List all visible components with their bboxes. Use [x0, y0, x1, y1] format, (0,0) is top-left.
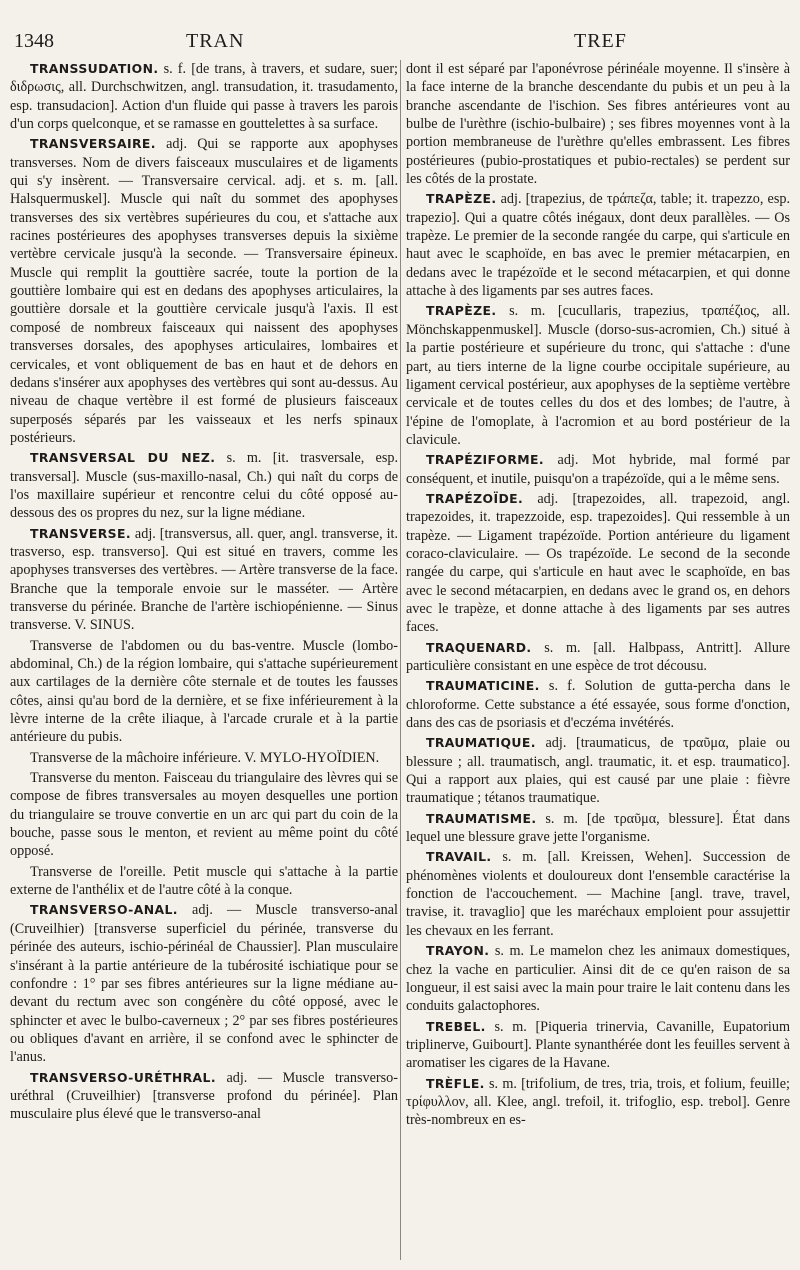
entry-headword: TRAYON.: [426, 943, 490, 959]
entry-travail: [406, 848, 790, 940]
entry-transversaire: [10, 135, 398, 447]
entry-transverse: [10, 525, 398, 635]
left-running-title: TRAN: [186, 30, 245, 52]
entry-body: s. f. [de trans, à travers, et sudare, suer; διδρωσις, all. Durchschwitzen, angl. transudation, it. trasudamento, esp. transudacion]. Action d'un fluide qui passe à travers les parois d'un corps quelconque, et se ramasse en gouttelettes à sa surface.: [10, 61, 398, 133]
entry-traumatique: [406, 734, 790, 807]
entry-headword: TRANSVERSE.: [30, 525, 131, 541]
entry-headword: TRAUMATISME.: [426, 810, 537, 826]
entry-body: adj. [transversus, all. quer, angl. transverse, it. trasverso, esp. transverso]. Qui est situé en travers, comme les apophyses transverses des vertèbres. — Artère transverse de la face. Branche que la temporale envoie sur le masséter. — Artère transverse du périnée. Branche de l'artère ischiopénienne. — Sinus transverse. V. SINUS.: [10, 525, 398, 634]
entry-transverso-urethral: [10, 1069, 398, 1124]
entry-body: dont il est séparé par l'aponévrose périnéale moyenne. Il s'insère à la face interne de la branche descendante du pubis et un peu à la branche ascendante de l'ischion. Ses fibres antérieures vont au bulbe de l'urèthre (ischio-bulbaire) ; ses fibres moyennes vont à la portion membraneuse de l'urèthre qu'elles embrassent. Les fibres postérieures (pubio-prostatiques et pubio-rectales) se perdent sur les côtés de la prostate.: [406, 61, 790, 188]
entry-trapeze-adj: [406, 190, 790, 300]
entry-body: s. m. [de τραῦμα, blessure]. État dans lequel une blessure grave jette l'organisme.: [406, 810, 790, 846]
entry-body: Transverse du menton. Faisceau du triangulaire des lèvres qui se compose de fibres transversales au moyen desquelles une portion du triangulaire se trouve convertie en un arc qui part du coin de la bouche, passe sous le menton, et revient au même point du côté opposé.: [10, 770, 398, 860]
subentry-transverse-oreille: [10, 863, 398, 900]
running-header: [0, 30, 800, 58]
entry-continuation: [406, 60, 790, 188]
right-column: [406, 60, 790, 1266]
entry-headword: TRAUMATICINE.: [426, 678, 540, 694]
entry-traumaticine: [406, 677, 790, 732]
entry-body: adj. Qui se rapporte aux apophyses transverses. Nom de divers faisceaux musculaires et de ligaments qui s'y insèrent. — Transversaire cervical. adj. et s. m. [all. Halsquermuskel]. Muscle qui naît du sommet des apophyses transverses des six vertèbres supérieures du cou, et s'attache aux racines postérieures des apophyses transverses depuis la sixième vertèbre cervicale jusqu'à la seconde. — Transversaire épineux. Muscle qui remplit la gouttière sacrée, toute la portion de la gouttière lombaire qui est en dedans des apophyses articulaires, la gouttière dorsale et la gouttière cervicale jusqu'à l'axis. Il est composé de nombreux faisceaux qui naissent des apophyses transverses dorsales, des apophyses articulaires, lombaires et cervicales, et vont obliquement de bas en haut et de dehors en dedans s'insérer aux apophyses des vertèbres qui sont au-dessus. Au niveau de chaque vertèbre il est formé de plusieurs faisceaux superposés séparés par les vaisseaux et les nerfs spinaux postérieurs.: [10, 136, 398, 446]
entry-transverso-anal: [10, 901, 398, 1066]
entry-body: adj. [traumaticus, de τραῦμα, plaie ou blessure ; all. traumatisch, angl. traumatic, it. et esp. traumatico]. Qui a rapport aux plaies, qui est causé par une plaie : fièvre traumatique ; tétanos traumatique.: [406, 735, 790, 807]
entry-headword: TRAPÈZE.: [426, 303, 497, 319]
entry-body: s. m. [it. trasversale, esp. transversal]. Muscle (sus-maxillo-nasal, Ch.) qui naît du corps de l'os maxillaire supérieur et rencontre celui du côté opposé au-dessous des os propres du nez, sur la ligne médiane.: [10, 450, 398, 522]
entry-headword: TRAVAIL.: [426, 849, 492, 865]
entry-body: adj. [trapezoides, all. trapezoid, angl. trapezoides, it. trapezzoide, esp. trapezoides]. Qui ressemble à un trapèze. — Ligament trapézoïde. Portion antérieure du ligament coraco-claviculaire. — Os trapézoïde. Le second de la seconde rangée du carpe, qui s'articule en haut avec le scaphoïde, en bas avec le second métacarpien, en dedans avec le grand os, en dehors avec le trapèze, et donne attache à des ligaments par ses autres faces.: [406, 490, 790, 636]
entry-headword: TRAPÉZOÏDE.: [426, 490, 524, 506]
entry-headword: TRAPÉZIFORME.: [426, 452, 544, 468]
entry-headword: TRAUMATIQUE.: [426, 735, 536, 751]
entry-traumatisme: [406, 810, 790, 847]
entry-headword: TRAPÈZE.: [426, 191, 497, 207]
entry-body: s. m. [trifolium, de tres, tria, trois, et folium, feuille; τρίφυλλον, all. Klee, angl. trefoil, it. trifoglio, esp. trebol]. Genre très-nombreux en es-: [406, 1075, 790, 1129]
entry-body: s. m. [cucullaris, trapezius, τραπέζιος, all. Mönchskappenmuskel]. Muscle (dorso-sus-acromien, Ch.) situé à la partie postérieure et supérieure du tronc, qui s'attache : d'une part, au tiers interne de la ligne courbe occipitale supérieure, au ligament cervical postérieur, aux apophyses de la septième vertèbre cervicale et de toutes celles du dos et des lombes; de l'autre, à l'épine de l'omoplate, à l'acromion et au bord postérieur de la clavicule.: [406, 303, 790, 448]
entry-headword: TRANSVERSAIRE.: [30, 136, 156, 152]
entry-body: s. m. [Piqueria trinervia, Cavanille, Eupatorium triplinerve, Guibourt]. Plante synanthérée dont les feuilles servent à aromatiser les cigares de la Havane.: [406, 1018, 790, 1072]
subentry-transverse-machoire: [10, 749, 398, 767]
entry-transversal-du-nez: [10, 449, 398, 522]
subentry-transverse-menton: [10, 769, 398, 861]
entry-headword: TRANSVERSO-ANAL.: [30, 902, 178, 918]
entry-body: s. m. [all. Kreissen, Wehen]. Succession de phénomènes violents et douloureux dont l'ensemble caractérise la fonction de l'accouchement. — Machine [angl. trave, travel, travise, it. travaglio] que les maréchaux emploient pour assujettir les chevaux en les ferrant.: [406, 849, 790, 939]
entry-body: s. f. Solution de gutta-percha dans le chloroforme. Cette substance a été essayée, sous forme d'onction, dans des cas de psoriasis et d'eczéma invétérés.: [406, 678, 790, 732]
entry-body: adj. — Muscle transverso-uréthral (Cruveilhier) [transverse profond du périnée]. Plan musculaire plus élevé que le transverso-anal: [10, 1069, 398, 1123]
page-number: 1348: [14, 30, 54, 52]
entry-body: adj. Mot hybride, mal formé par conséquent, et inutile, puisqu'on a trapézoïde, qui a le même sens.: [406, 452, 790, 487]
entry-headword: TRÈFLE.: [426, 1075, 485, 1091]
column-divider: [400, 60, 401, 1260]
entry-trefle: [406, 1075, 790, 1130]
entry-trapezoide: [406, 490, 790, 637]
entry-body: Transverse de la mâchoire inférieure. V. MYLO-HYOÏDIEN.: [30, 749, 380, 766]
entry-trapeziforme: [406, 451, 790, 488]
entry-headword: TRANSSUDATION.: [30, 61, 159, 76]
entry-trayon: [406, 942, 790, 1015]
entry-headword: TRANSVERSO-URÉTHRAL.: [30, 1069, 216, 1085]
entry-transsudation: [10, 60, 398, 133]
entry-traquenard: [406, 639, 790, 676]
entry-headword: TRANSVERSAL DU NEZ.: [30, 450, 216, 466]
entry-headword: TREBEL.: [426, 1018, 486, 1034]
entry-body: s. m. Le mamelon chez les animaux domestiques, chez la vache en particulier. Ainsi dit de ce qu'en raison de sa longueur, il est saisi avec la main pour traire le lait contenu dans les conduits galactophores.: [406, 943, 790, 1015]
entry-body: adj. — Muscle transverso-anal (Cruveilhier) [transverse superficiel du périnée, transverse du périnée des auteurs, ischio-périnéal de Chaussier]. Plan musculaire s'insérant à la partie antérieure de la tubérosité ischiatique pour se confondre : 1° par ses fibres antérieures sur la ligne médiane au-devant du rectum avec son congénère du côté opposé, avec le sphincter et avec le bulbo-caverneux ; 2° par ses fibres postérieures ou obliques d'avant en arrière, il se confond avec le sphincter de l'anus.: [10, 902, 398, 1066]
entry-headword: TRAQUENARD.: [426, 639, 532, 655]
left-column: [10, 60, 398, 1266]
right-running-title: TREF: [574, 30, 627, 52]
entry-trapeze-muscle: [406, 302, 790, 449]
entry-body: adj. [trapezius, de τράπεζα, table; it. trapezzo, esp. trapezio]. Qui a quatre côtés inégaux, dont deux parallèles. — Os trapèze. Le premier de la seconde rangée du carpe, qui s'articule en haut avec le scaphoïde, en bas avec le premier métacarpien, en dedans avec le trapézoïde et le second métacarpien, et qui donne attache à des ligaments par ses autres faces.: [406, 191, 790, 300]
entry-trebel: [406, 1018, 790, 1073]
entry-body: s. m. [all. Halbpass, Antritt]. Allure particulière consistant en une espèce de trot décousu.: [406, 639, 790, 674]
entry-body: Transverse de l'abdomen ou du bas-ventre. Muscle (lombo-abdominal, Ch.) de la région lombaire, qui s'attache supérieurement aux cartilages de la dernière côte sternale et de toutes les fausses côtes, ainsi qu'au bord de la dernière, et se fixe inférieurement à la lèvre interne de la crête iliaque, à l'arcade crurale et à la partie antérieure du pubis.: [10, 637, 398, 746]
subentry-transverse-abdomen: [10, 637, 398, 747]
entry-body: Transverse de l'oreille. Petit muscle qui s'attache à la partie externe de l'anthélix et de l'autre côté à la conque.: [10, 863, 398, 899]
